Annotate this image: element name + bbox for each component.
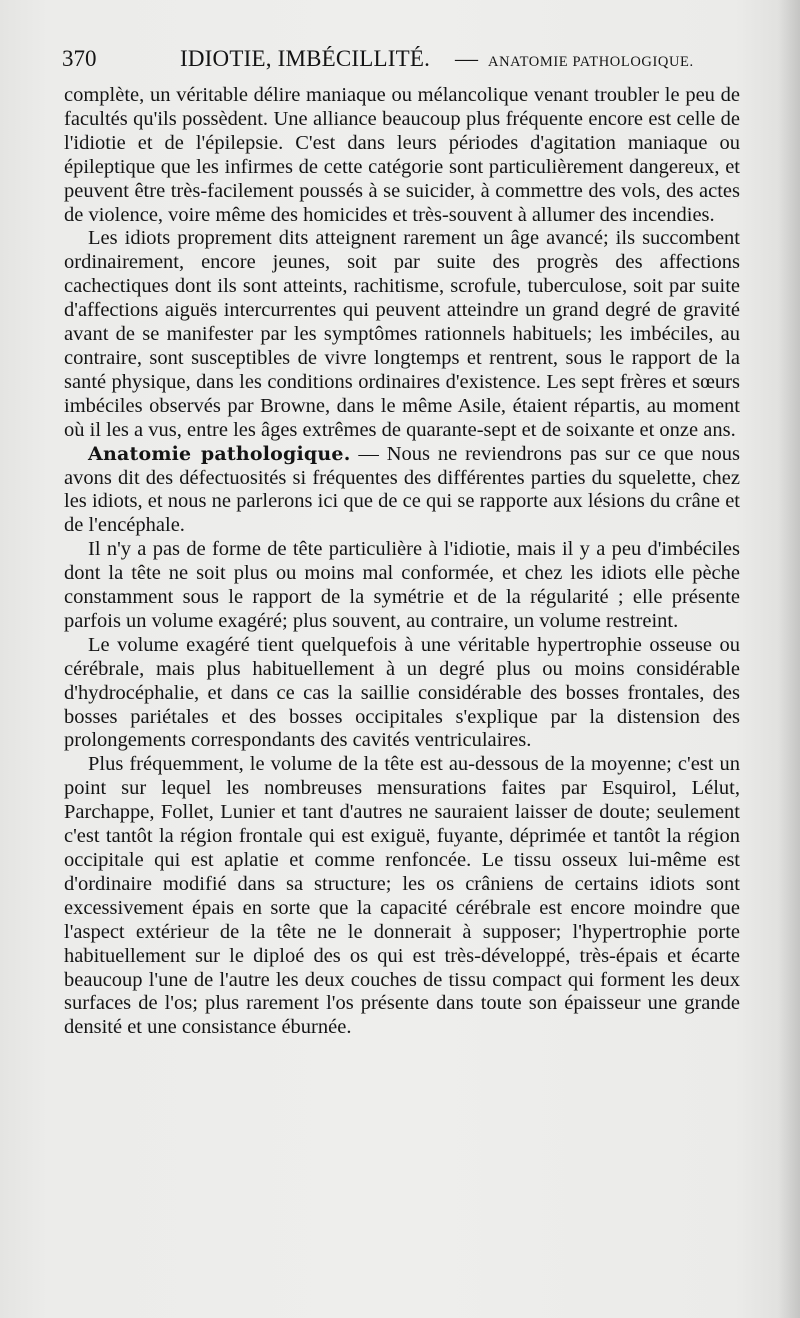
running-title: IDIOTIE, IMBÉCILLITÉ.: [180, 46, 431, 71]
paragraph-small-head: Plus fréquemment, le volume de la tête est au-dessous de la moyenne; c'est un point sur lequel les nombreuses mensurations faites par Esquirol, Lélut, Parchappe, Follet, Lunier et tant d'autres ne sauraient laisser de doute; seulement c'est tantôt la région frontale qui est exiguë, fuyante, déprimée et tantôt la région occipitale qui est aplatie et comme renfoncée. Le tissu osseux lui-même est d'ordinaire modifié dans sa structure; les os crâniens de certains idiots sont excessivement épais en sorte que la capacité cérébrale est encore moindre que l'aspect extérieur de la tête ne le donnerait à supposer; l'hypertrophie porte habituellement sur le diploé des os qui est très-développé, très-épais et écarte beaucoup l'une de l'autre les deux couches de tissu compact qui forment les deux surfaces de l'os; plus rarement l'os présente dans toute son épaisseur une grande densité et une consistance éburnée.: [64, 753, 740, 1039]
paragraph-head-volume: Le volume exagéré tient quelquefois à une véritable hypertrophie osseuse ou cérébrale, mais plus habituellement à un degré plus ou moins considérable d'hydrocéphalie, et dans ce cas la saillie considérable des bosses frontales, des bosses pariétales et des bosses occipitales s'explique par la distension des prolongements correspondants des cavités ventriculaires.: [64, 633, 740, 752]
running-title-dash: —: [455, 46, 478, 71]
paragraph-head-shape: Il n'y a pas de forme de tête particulière à l'idiotie, mais il y a peu d'imbéciles dont la tête ne soit plus ou moins mal conformée, et chez les idiots elle pèche constamment sous le rapport de la symétrie et de la régularité ; elle présente parfois un volume exagéré; plus souvent, au contraire, un volume restreint.: [64, 538, 740, 632]
paragraph-lifespan: Les idiots proprement dits atteignent rarement un âge avancé; ils succombent ordinairement, encore jeunes, soit par suite des progrès des affections cachectiques dont ils sont atteints, rachitisme, scrofule, tuberculose, soit par suite d'affections aiguës intercurrentes qui peuvent atteindre un grand degré de gravité avant de se manifester par les symptômes rationnels habituels; les imbéciles, au contraire, sont susceptibles de vivre longtemps et rentrent, sous le rapport de la santé physique, dans les conditions ordinaires d'existence. Les sept frères et sœurs imbéciles observés par Browne, dans le même Asile, étaient répartis, au moment où il les a vus, entre les âges extrêmes de quarante-sept et de soixante et onze ans.: [64, 227, 740, 441]
section-intro-text: Nous ne reviendrons pas sur ce que nous avons dit des défectuosités si fréquentes des différentes parties du squelette, chez les idiots, et nous ne parlerons ici que de ce qui se rapporte aux lésions du crâne et de l'encéphale.: [64, 442, 741, 537]
running-header: [62, 42, 742, 82]
page-gutter-shadow: [778, 0, 800, 1318]
paragraph-section-intro: [64, 443, 740, 539]
paragraph-continuation: complète, un véritable délire maniaque ou mélancolique venant troubler le peu de facultés qu'ils possèdent. Une alliance beaucoup plus fréquente encore est celle de l'idiotie et de l'épilepsie. C'est dans leurs périodes d'agitation maniaque ou épileptique que les infirmes de cette catégorie sont particulièrement dangereux, et peuvent être très-facilement poussés à se suicider, à commettre des vols, des actes de violence, voire même des homicides et très-souvent à allumer des incendies.: [64, 84, 740, 226]
page-body: [64, 84, 740, 1040]
section-heading: Anatomie pathologique.: [88, 442, 351, 465]
running-section-title: ANATOMIE PATHOLOGIQUE.: [488, 54, 694, 70]
page-number: 370: [62, 46, 97, 71]
section-heading-dash: —: [350, 442, 387, 465]
